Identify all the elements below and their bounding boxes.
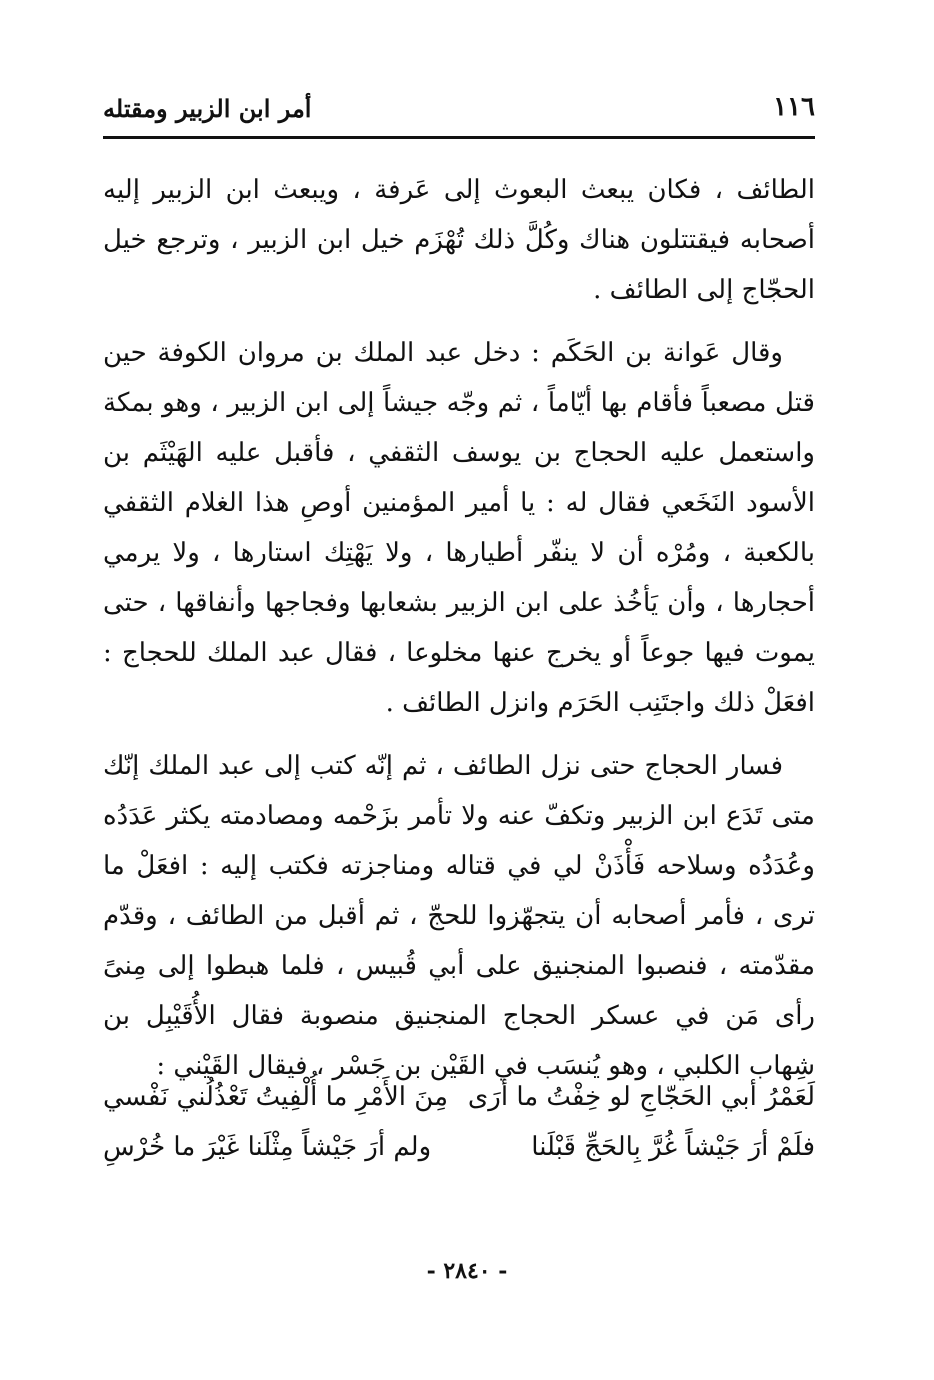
running-title: أمر ابن الزبير ومقتله [103, 94, 312, 123]
verse-2-second-hemistich: ولم أرَ جَيْشاً مِثْلَنا غَيْرَ ما خُرْسِ [103, 1132, 432, 1162]
verse-2 [103, 1122, 815, 1172]
footer-page-number: - ٢٨٤٠ - [426, 1258, 508, 1284]
paragraph-2: وقال عَوانة بن الحَكَم : دخل عبد الملك بن مروان الكوفة حين قتل مصعباً فأقام بها أيّاماً ، ثم وجّه جيشاً إلى ابن الزبير ، وهو بمكة واستعمل عليه الحجاج بن يوسف الثقفي ، فأقبل عليه الهَيْثَم بن الأسود النَخَعي فقال له : يا أمير المؤمنين أوصِ هذا الغلام الثقفي بالكعبة ، ومُرْه أن لا ينفّر أطيارها ، ولا يَهْتِك استارها ، ولا يرمي أحجارها ، وأن يَأخُذ على ابن الزبير بشعابها وفجاجها وأنفاقها ، حتى يموت فيها جوعاً أو يخرج عنها مخلوعا ، فقال عبد الملك للحجاج : افعَلْ ذلك واجتَنِب الحَرَم وانزل الطائف . [103, 338, 815, 718]
body-text [103, 165, 815, 1091]
page-header [103, 88, 815, 132]
header-rule [103, 136, 815, 139]
poem [103, 1072, 815, 1172]
verse-1-first-hemistich: لَعَمْرُ أبي الحَجّاجِ لو خِفْتُ ما أرَى [467, 1082, 815, 1112]
verse-1-second-hemistich: مِنَ الأَمْرِ ما أُلْفِيتُ تَعْذُلُني نَفْسي [103, 1082, 449, 1112]
header-page-number: ١١٦ [773, 92, 815, 122]
paragraph-1: الطائف ، فكان يبعث البعوث إلى عَرفة ، ويبعث ابن الزبير إليه أصحابه فيقتتلون هناك وكُلَّ ذلك تُهْزَم خيل ابن الزبير ، وترجع خيل الحجّاج إلى الطائف . [103, 175, 815, 305]
paragraph-3: فسار الحجاج حتى نزل الطائف ، ثم إنّه كتب إلى عبد الملك إنّك متى تَدَع ابن الزبير وتكفّ عنه ولا تأمر بزَحْمه ومصادمته يكثر عَدَدُه وعُدَدُه وسلاحه فَأْذَنْ لي في قتاله ومناجزته فكتب إليه : افعَلْ ما ترى ، فأمر أصحابه أن يتجهّزوا للحجّ ، ثم أقبل من الطائف ، وقدّم مقدّمته ، فنصبوا المنجنيق على أبي قُبيس ، فلما هبطوا إلى مِنىً رأى مَن في عسكر الحجاج المنجنيق منصوبة فقال الأُقَيْبِل بن شِهاب الكلبي ، وهو يُنسَب في القَيْن بن جَسْر ، فيقال القَيْني : [103, 751, 815, 1081]
verse-1 [103, 1072, 815, 1122]
verse-2-first-hemistich: فلَمْ أرَ جَيْشاً غُرَّ بِالحَجِّ قَبْلَنا [531, 1132, 815, 1162]
